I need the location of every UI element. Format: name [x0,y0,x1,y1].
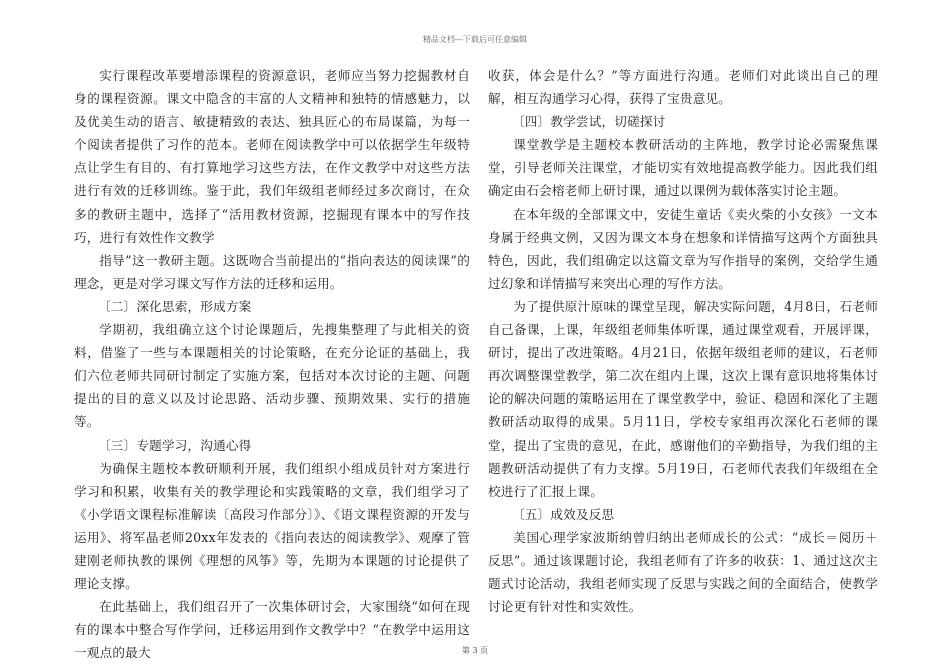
paragraph-little-match-girl: 在本年级的全部课文中，安徒生童话《卖火柴的小女孩》一文本身属于经典文例，又因为课文本身在想象和详情描写这两个方面独具特色，因此，我们组确定以这篇文章为写作指导的案例，交给学生通过幻象和详情描写来突出心理的写作方法。 [488,206,878,291]
paragraph-seminar: 在此基础上，我们组召开了一次集体研讨会，大家围绕“如何在现有的课本中整合写作学问，迁移运用到作文教学中？“在教学中运用这一观点的最大 [74,599,470,661]
paragraph-classroom-teaching: 课堂教学是主题校本教研活动的主阵地，教学讨论必需聚焦课堂，引导老师关注课堂，才能切实有效地提高教学能力。因此我们组确定由石会榕老师上研讨课，通过以课例为载体落实讨论主题。 [488,137,878,199]
paragraph-seminar-continued: 收获，体会是什么？”等方面进行沟通。老师们对此谈出自己的理解，相互沟通学习心得，获得了宝贵意见。 [488,68,878,107]
paragraph-topic-guidance: 指导”这一教研主题。这既吻合当前提出的“指向表达的阅读课”的理念，更是对学习课文写作方法的迁移和运用。 [74,252,470,291]
paragraph-study-materials: 为确保主题校本教研顺利开展，我们组织小组成员针对方案进行学习和积累，收集有关的教学理论和实践策略的文章，我们组学习了《小学语文课程标准解读〔高段习作部分〕》、《语文课程资源的开发与运用》、将军晶老师20xx年发表的《指向表达的阅读教学》、观摩了管建刚老师执教的课例《理想的风筝》等，先期为本课题的讨论提供了理论支撑。 [74,460,470,592]
section-heading-teaching-trial: 〔四〕教学尝试，切磋探讨 [511,114,666,130]
paragraph-resource-awareness: 实行课程改革要增添课程的资源意识，老师应当努力挖掘教材自身的课程资源。课文中隐含的丰富的人文精神和独特的情感魅力，以及优美生动的语言、敏捷精致的表达、独具匠心的布局谋篇，为每一个阅读者提供了习作的范本。老师在阅读教学中可以依据学生年级特点让学生有目的、有打算地学习这些方法，在作文教学中对这些方法进行有效的迁移训练。鉴于此，我们年级组老师经过多次商讨，在众多的教研主题中，选择了“活用教材资源，挖掘现有课本中的写作技巧，进行有效性作文教学 [74,68,470,245]
page-header: 精品文档---下载后可任意编辑 [422,35,528,44]
left-column [74,64,470,664]
paragraph-posner-formula: 美国心理学家波斯纳曾归纳出老师成长的公式：“成长＝阅历＋反思”。通过该课题讨论，我组老师有了许多的收获：1、通过这次主题式讨论活动，我组老师实现了反思与实践之间的全面结合，使教学讨论更有针对性和实效性。 [488,529,878,615]
paragraph-lesson-timeline: 为了提供原汁原味的课堂呈现，解决实际问题，4月8日，石老师自己备课，上课，年级组老师集体听课，通过课堂观看，开展评课，研讨，提出了改进策略。4月21日，依据年级组老师的建议，石老师再次调整课堂教学，第二次在组内上课，这次上课有意识地将集体讨论的解决问题的策略运用在了课堂教学中，验证、稳固和深化了主题教研活动取得的成果。5月11日，学校专家组再次深化石老师的课堂，提出了宝贵的意见，在此，感谢他们的辛勤指导，为我们组的主题教研活动提供了有力支撑。5月19日，石老师代表我们年级组在全校进行了汇报上课。 [488,298,878,499]
right-column [488,64,878,618]
section-heading-deepen-thinking: 〔二〕深化思索，形成方案 [97,298,252,314]
section-heading-special-study: 〔三〕专题学习，沟通心得 [97,437,252,453]
paragraph-plan-formation: 学期初，我组确立这个讨论课题后，先搜集整理了与此相关的资料，借鉴了一些与本课题相关的讨论策略，在充分论证的基础上，我们六位老师共同研讨制定了实施方案，包括对本次讨论的主题、问题提出的目的意义以及讨论思路、活动步骤、预期效果、实行的措施等。 [74,322,470,430]
page-number: 第 3 页 [461,646,489,655]
section-heading-results-reflection: 〔五〕成效及反思 [511,506,615,522]
